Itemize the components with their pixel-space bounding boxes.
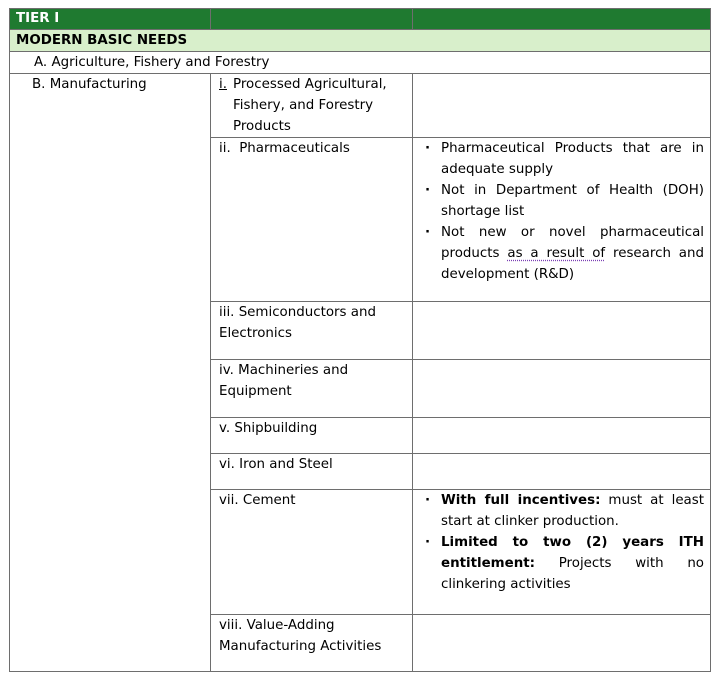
subsector-cell: [211, 74, 413, 138]
subsector-number: v.: [219, 421, 231, 436]
subsector-label: Iron and Steel: [239, 457, 333, 472]
subsector-cell: [211, 138, 413, 302]
sector-manufacturing-label: B. Manufacturing: [10, 74, 211, 672]
subsector-label: Value-Adding Manufacturing Activities: [219, 618, 382, 654]
subsector-row: [10, 74, 711, 138]
subsector-cell: [211, 302, 413, 360]
sector-row-agriculture: [10, 52, 711, 74]
subsector-number: iii.: [219, 305, 235, 320]
sector-agriculture-label: A. Agriculture, Fishery and Forestry: [10, 52, 711, 74]
criteria-cell-empty: [413, 302, 711, 360]
criteria-cell-empty: [413, 454, 711, 490]
subsector-label: Processed Agricultural, Fishery, and Forestry Products: [233, 77, 387, 134]
subsector-cell: [211, 360, 413, 418]
criteria-cell-pharmaceuticals: [413, 138, 711, 302]
subsector-cell: [211, 490, 413, 615]
criteria-item: [441, 490, 704, 532]
criteria-heading: Limited to two (2) years ITH entitlement:: [441, 535, 704, 571]
subsector-label: Machineries and Equipment: [219, 363, 349, 399]
subsector-number: ii.: [219, 141, 231, 156]
subsector-cell: [211, 418, 413, 454]
criteria-text: research and development (R&D): [441, 246, 704, 282]
criteria-item: [441, 222, 704, 285]
category-label: MODERN BASIC NEEDS: [10, 30, 711, 52]
tier-header-cell-3: [413, 9, 711, 30]
criteria-text: Projects with no clinkering activities: [441, 556, 704, 592]
subsector-number: i.: [219, 77, 227, 92]
criteria-item: · Not in Department of Health (DOH) shortage list: [441, 180, 704, 222]
criteria-text: must at least start at clinker production.: [441, 493, 704, 529]
tier-header-cell-2: [211, 9, 413, 30]
incentive-tier-table: [9, 8, 711, 672]
tier-header-row: [10, 9, 711, 30]
tier-label: TIER I: [10, 9, 211, 30]
criteria-text-flagged: as a result of: [507, 246, 606, 261]
criteria-heading: With full incentives:: [441, 493, 601, 508]
subsector-label: Semiconductors and Electronics: [219, 305, 376, 341]
subsector-number: iv.: [219, 363, 234, 378]
subsector-number: viii.: [219, 618, 243, 633]
subsector-cell: [211, 454, 413, 490]
criteria-text: Not new or novel pharmaceutical products: [441, 225, 704, 261]
subsector-number: vi.: [219, 457, 235, 472]
criteria-cell-empty: [413, 74, 711, 138]
subsector-cell: [211, 615, 413, 672]
criteria-cell-empty: [413, 360, 711, 418]
criteria-item: · Pharmaceutical Products that are in adequate supply: [441, 138, 704, 180]
subsector-label: Cement: [242, 493, 296, 508]
subsector-number: vii.: [219, 493, 239, 508]
criteria-cell-empty: [413, 418, 711, 454]
criteria-cell-cement: [413, 490, 711, 615]
criteria-cell-empty: [413, 615, 711, 672]
category-row: [10, 30, 711, 52]
subsector-label: Pharmaceuticals: [239, 141, 350, 156]
criteria-item: [441, 532, 704, 595]
subsector-label: Shipbuilding: [234, 421, 318, 436]
